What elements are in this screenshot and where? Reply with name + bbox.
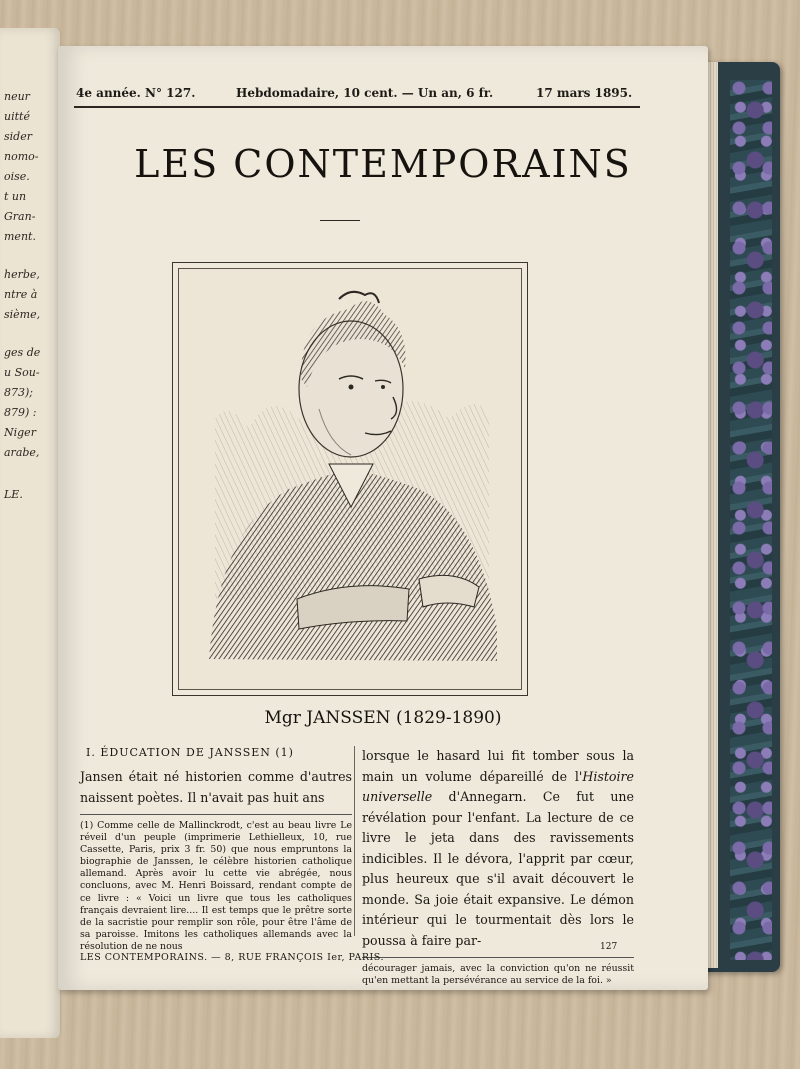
left-fragment: arabe, [4, 446, 40, 459]
masthead-title: LES CONTEMPORAINS [134, 142, 632, 186]
left-column [80, 746, 352, 953]
portrait-caption: Mgr JANSSEN (1829-1890) [264, 708, 502, 728]
portrait-engraving-art [179, 269, 521, 689]
right-footnote: décourager jamais, avec la conviction qu'on ne réussit qu'en mettant la persévérance au service de la foi. » [362, 963, 634, 987]
column-divider [354, 746, 355, 936]
left-fragment: oise. [4, 170, 30, 183]
left-fragment: LE. [4, 488, 23, 501]
portrait-frame [172, 262, 528, 696]
right-column [362, 746, 634, 987]
portrait-engraving [178, 268, 522, 690]
issue-number: 4e année. N° 127. [76, 86, 196, 100]
left-fragment: sider [4, 130, 32, 143]
left-fragment: 873); [4, 386, 33, 399]
right-text-part-1: lorsque le hasard lui fit tomber sous la main un volume dépareillé de l' [362, 748, 634, 784]
page-footer: LES CONTEMPORAINS. — 8, RUE FRANÇOIS Ier, PARIS. [80, 952, 384, 963]
masthead-rule [320, 220, 360, 221]
left-fragment: nomo- [4, 150, 39, 163]
right-text-part-2: d'Annegarn. Ce fut une révélation pour l'enfant. La lecture de ce livre le jeta dans des ravissements indicibles. Il le dévora, l'apprit par cœur, plus heureux que s'il avait découvert le monde. Sa joie était expansive. Le démon intérieur qui le tourmentait dès lors le poussa à faire par- [362, 789, 634, 948]
left-fragment: Niger [4, 426, 36, 439]
left-fragment: Gran- [4, 210, 36, 223]
left-fragment: u Sou- [4, 366, 40, 379]
left-fragment: herbe, [4, 268, 40, 281]
left-fragment: uitté [4, 110, 30, 123]
page-number: 127 [600, 942, 618, 952]
issue-date: 17 mars 1895. [536, 86, 633, 100]
left-fragment: neur [4, 90, 30, 103]
right-column-text [362, 746, 634, 951]
footnote-rule [80, 814, 352, 815]
left-fragment: t un [4, 190, 27, 203]
left-fragment: 879) : [4, 406, 37, 419]
book-title: Histoire universelle [362, 768, 634, 804]
header-rule [74, 106, 640, 108]
left-footnote: (1) Comme celle de Mallinckrodt, c'est au beau livre Le réveil d'un peuple (imprimerie Lethielleux, 10, rue Cassette, Paris, prix 3 fr. 50) que nous empruntons la biographie de Janssen, le célèbre historien catholique allemand. Après avoir lu cette vie abrégée, nous concluons, avec M. Henri Boissard, rendant compte de ce livre : « Voici un livre que tous les catholiques français devraient lire.... Il est temps que le prêtre sorte de la sacristie pour remplir son rôle, pour être l'âme de sa paroisse. Imitons les catholiques allemands avec la résolution de ne nous [80, 820, 352, 952]
left-fragment: ges de [4, 346, 41, 359]
left-fragment: ment. [4, 230, 36, 243]
marbled-edge [730, 80, 772, 960]
magazine-page [58, 46, 708, 990]
left-column-text: Jansen était né historien comme d'autres naissent poètes. Il n'avait pas huit ans [80, 769, 352, 805]
subscription-price: Hebdomadaire, 10 cent. — Un an, 6 fr. [236, 86, 494, 100]
left-fragment: sième, [4, 308, 41, 321]
left-page-fragment [0, 28, 61, 1038]
left-fragment: ntre à [4, 288, 38, 301]
footnote-rule [362, 957, 634, 958]
section-title: I. ÉDUCATION DE JANSSEN (1) [86, 746, 294, 759]
